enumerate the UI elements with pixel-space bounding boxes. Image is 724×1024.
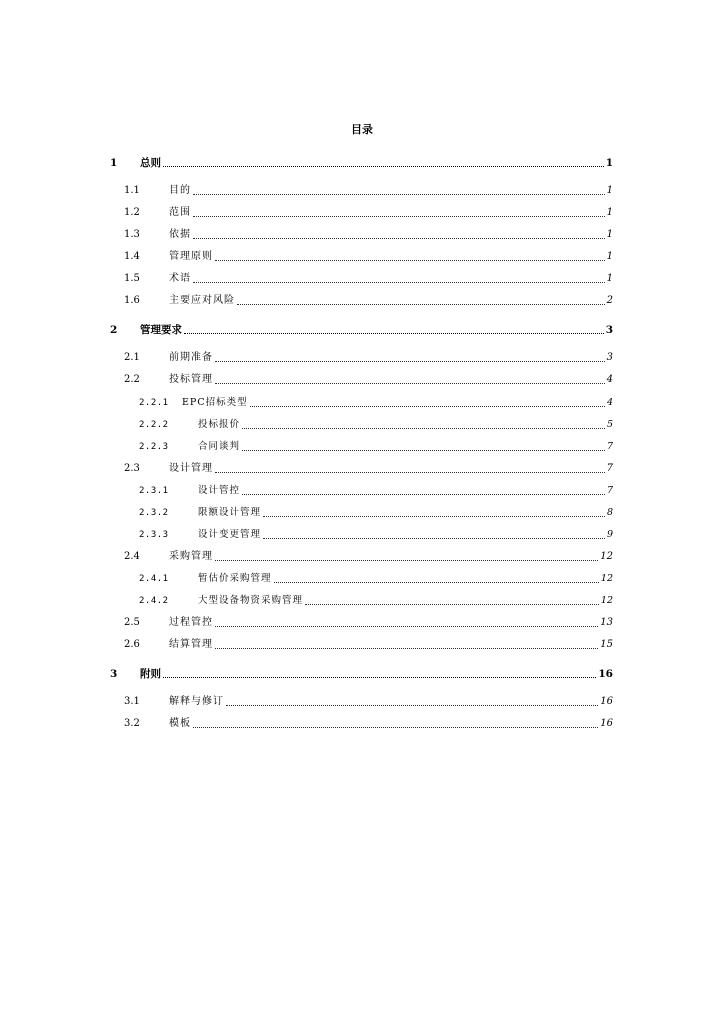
toc-entry-page: 1 xyxy=(606,251,613,262)
toc-entry-page: 16 xyxy=(600,718,613,729)
toc-leader-dots xyxy=(226,704,598,706)
toc-leader-dots xyxy=(215,471,605,473)
toc-leader-dots xyxy=(242,427,605,429)
toc-entry-page: 3 xyxy=(605,324,613,336)
toc-entry-page: 7 xyxy=(606,441,613,452)
toc-leader-dots xyxy=(215,360,605,362)
toc-entry-number: 2.4 xyxy=(124,551,140,562)
toc-entry-label: 前期准备 xyxy=(169,352,213,363)
toc-entry-2-2-2[interactable] xyxy=(139,418,613,432)
toc-leader-dots xyxy=(242,449,605,451)
toc-entry-page: 4 xyxy=(606,374,613,385)
toc-entry-label: 范围 xyxy=(169,207,191,218)
toc-leader-dots xyxy=(163,165,604,167)
toc-title: 目录 xyxy=(351,123,373,136)
toc-entry-page: 1 xyxy=(606,273,613,284)
toc-entry-page: 12 xyxy=(600,573,613,584)
toc-entry-number: 2.6 xyxy=(124,639,140,650)
toc-entry-number: 2.2.3 xyxy=(139,442,169,452)
toc-leader-dots xyxy=(237,303,605,305)
toc-entry-1-6[interactable] xyxy=(124,294,613,308)
toc-entry-label: 投标报价 xyxy=(198,419,241,430)
toc-entry-label: 过程管控 xyxy=(169,617,213,628)
toc-entry-number: 2.2.1 xyxy=(139,398,169,408)
toc-entry-1[interactable] xyxy=(110,156,613,170)
toc-entry-1-2[interactable] xyxy=(124,206,613,220)
toc-entry-page: 1 xyxy=(606,185,613,196)
toc-entry-page: 1 xyxy=(606,207,613,218)
toc-leader-dots xyxy=(250,405,605,407)
toc-entry-label: 设计管理 xyxy=(169,463,213,474)
toc-entry-label: 投标管理 xyxy=(169,374,213,385)
toc-entry-page: 16 xyxy=(600,696,613,707)
toc-leader-dots xyxy=(193,237,605,239)
toc-entry-1-4[interactable] xyxy=(124,250,613,264)
toc-entry-number: 2.3 xyxy=(124,463,140,474)
toc-leader-dots xyxy=(193,726,598,728)
toc-leader-dots xyxy=(215,559,598,561)
toc-entry-2-3-3[interactable] xyxy=(139,528,613,542)
toc-entry-number: 1.4 xyxy=(124,251,140,262)
toc-entry-page: 5 xyxy=(606,419,613,430)
toc-entry-number: 2.1 xyxy=(124,352,140,363)
toc-leader-dots xyxy=(163,676,596,678)
toc-entry-2-4[interactable] xyxy=(124,550,613,564)
toc-leader-dots xyxy=(263,537,605,539)
toc-leader-dots xyxy=(263,515,605,517)
toc-entry-3-2[interactable] xyxy=(124,717,613,731)
toc-entry-number: 1.2 xyxy=(124,207,140,218)
toc-entry-number: 1.1 xyxy=(124,185,140,196)
toc-leader-dots xyxy=(193,215,605,217)
toc-leader-dots xyxy=(215,259,605,261)
toc-entry-label: 设计变更管理 xyxy=(198,529,262,540)
toc-entry-2-5[interactable] xyxy=(124,616,613,630)
toc-entry-number: 1.3 xyxy=(124,229,140,240)
toc-entry-number: 1.6 xyxy=(124,295,140,306)
toc-entry-2-3-2[interactable] xyxy=(139,506,613,520)
toc-entry-label: 主要应对风险 xyxy=(169,295,235,306)
toc-entry-number: 2.3.2 xyxy=(139,508,169,518)
toc-entry-number: 3 xyxy=(110,668,118,680)
toc-entry-label: 管理原则 xyxy=(169,251,213,262)
toc-entry-3[interactable] xyxy=(110,667,613,681)
toc-entry-label: 设计管控 xyxy=(198,485,241,496)
toc-entry-label: 解释与修订 xyxy=(169,696,224,707)
toc-entry-number: 2.4.1 xyxy=(139,574,169,584)
toc-entry-1-1[interactable] xyxy=(124,184,613,198)
toc-entry-2-6[interactable] xyxy=(124,638,613,652)
toc-entry-3-1[interactable] xyxy=(124,695,613,709)
toc-entry-number: 1 xyxy=(110,157,118,169)
toc-entry-label: 采购管理 xyxy=(169,551,213,562)
toc-leader-dots xyxy=(193,193,605,195)
toc-entry-label: EPC招标类型 xyxy=(182,397,248,408)
toc-entry-1-3[interactable] xyxy=(124,228,613,242)
toc-entry-1-5[interactable] xyxy=(124,272,613,286)
toc-leader-dots xyxy=(242,493,605,495)
toc-entry-label: 大型设备物资采购管理 xyxy=(198,595,304,606)
toc-entry-label: 结算管理 xyxy=(169,639,213,650)
toc-entry-number: 2.4.2 xyxy=(139,596,169,606)
toc-entry-2-4-2[interactable] xyxy=(139,594,613,608)
toc-entry-page: 16 xyxy=(598,668,613,680)
toc-entry-page: 13 xyxy=(600,617,613,628)
toc-entry-2-4-1[interactable] xyxy=(139,572,613,586)
toc-entry-label: 总则 xyxy=(140,157,161,169)
toc-entry-page: 7 xyxy=(606,485,613,496)
toc-entry-2-2[interactable] xyxy=(124,373,613,387)
toc-entry-2-1[interactable] xyxy=(124,351,613,365)
toc-entry-label: 术语 xyxy=(169,273,191,284)
toc-leader-dots xyxy=(305,603,599,605)
toc-entry-number: 2.5 xyxy=(124,617,140,628)
toc-entry-number: 2.3.3 xyxy=(139,530,169,540)
toc-entry-2-2-1[interactable] xyxy=(139,396,613,410)
toc-entry-number: 3.1 xyxy=(124,696,140,707)
toc-entry-page: 4 xyxy=(606,397,613,408)
toc-entry-number: 3.2 xyxy=(124,718,140,729)
toc-entry-2-3[interactable] xyxy=(124,462,613,476)
toc-leader-dots xyxy=(215,625,598,627)
toc-leader-dots xyxy=(215,647,598,649)
toc-entry-page: 8 xyxy=(606,507,613,518)
toc-entry-page: 12 xyxy=(600,551,613,562)
toc-entry-2-2-3[interactable] xyxy=(139,440,613,454)
toc-entry-label: 模板 xyxy=(169,718,191,729)
toc-entry-number: 2.2.2 xyxy=(139,420,169,430)
toc-entry-number: 2.3.1 xyxy=(139,486,169,496)
toc-entry-2[interactable] xyxy=(110,323,613,337)
toc-leader-dots xyxy=(193,281,605,283)
toc-entry-label: 依据 xyxy=(169,229,191,240)
toc-entry-page: 1 xyxy=(606,229,613,240)
toc-entry-label: 限额设计管理 xyxy=(198,507,262,518)
toc-entry-2-3-1[interactable] xyxy=(139,484,613,498)
toc-entry-label: 目的 xyxy=(169,185,191,196)
toc-leader-dots xyxy=(274,581,599,583)
toc-entry-page: 2 xyxy=(606,295,613,306)
toc-entry-label: 管理要求 xyxy=(140,324,182,336)
toc-entry-page: 12 xyxy=(600,595,613,606)
toc-leader-dots xyxy=(215,382,605,384)
toc-entry-page: 3 xyxy=(606,352,613,363)
toc-entry-label: 暂估价采购管理 xyxy=(198,573,272,584)
toc-entry-page: 15 xyxy=(600,639,613,650)
toc-entry-number: 1.5 xyxy=(124,273,140,284)
toc-entry-page: 7 xyxy=(606,463,613,474)
toc-entry-number: 2 xyxy=(110,324,118,336)
toc-entry-number: 2.2 xyxy=(124,374,140,385)
toc-leader-dots xyxy=(184,332,604,334)
toc-entry-label: 附则 xyxy=(140,668,161,680)
toc-entry-page: 1 xyxy=(605,157,613,169)
toc-entry-label: 合同谈判 xyxy=(198,441,241,452)
toc-entry-page: 9 xyxy=(606,529,613,540)
